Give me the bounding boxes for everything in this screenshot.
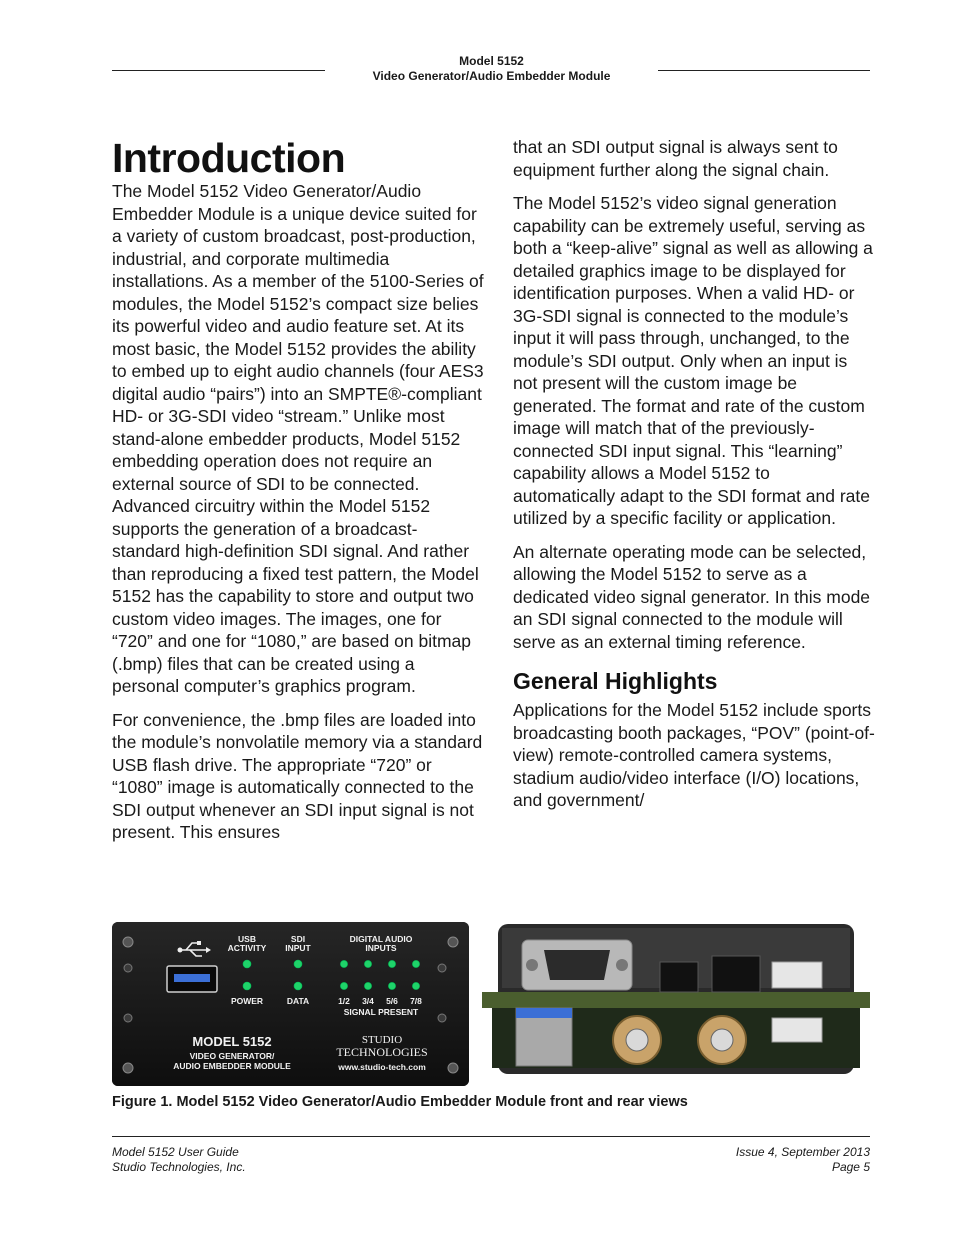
front-url: www.studio-tech.com xyxy=(338,1062,426,1072)
led-audio xyxy=(364,960,371,967)
screw-icon xyxy=(526,959,538,971)
left-column xyxy=(112,136,484,855)
screw-icon xyxy=(123,937,133,947)
led-audio xyxy=(388,982,395,989)
label-usb-activity: USB xyxy=(238,934,256,944)
running-header xyxy=(325,54,658,84)
label-digital-audio-inputs: DIGITAL AUDIO xyxy=(349,934,413,944)
right-column xyxy=(513,136,875,823)
intro-paragraph-1: The Model 5152 Video Generator/Audio Embedder Module is a unique device suited for a variety of custom broadcast, post-production, industrial, and corporate multimedia installations. As a member of the 5100-Series of modules, the Model 5152’s compact size belies its powerful video and audio feature set. At its most basic, the Model 5152 provides the ability to embed up to eight audio channels (four AES3 digital audio “pairs”) into an SMPTE®-compliant HD- or 3G-SDI video “stream.” Unlike most stand-alone embedder products, Model 5152 embedding operation does not require an external source of SDI to be connected. Advanced circuitry within the Model 5152 supports the generation of a broadcast-standard high-definition SDI signal. And rather than reproducing a fixed test pattern, the Model 5152 has the capability to store and output two custom video images. The images, one for “720” and one for “1080,” are based on bitmap (.bmp) files that can be created using a personal computer’s graphics program. xyxy=(112,181,484,696)
label-data: DATA xyxy=(286,996,310,1006)
label-channel-1-2: 1/2 xyxy=(338,996,350,1006)
intro-paragraph-5: An alternate operating mode can be selected, allowing the Model 5152 to serve as a dedicated video signal generator. In this mode an SDI signal connected to the module will serve as an external timing reference. xyxy=(513,541,871,652)
label-sdi-input-2: INPUT xyxy=(285,943,311,953)
highlights-paragraph-1: Applications for the Model 5152 include sports broadcasting booth packages, “POV” (point-of-view) remote-controlled camera systems, stadium audio/video interface (I/O) locations, and government/ xyxy=(513,700,875,810)
header-rule-left xyxy=(112,70,325,71)
label-channel-7-8: 7/8 xyxy=(410,996,422,1006)
screw-icon xyxy=(616,959,628,971)
terminal-header xyxy=(660,962,698,992)
usb-symbol-dot xyxy=(178,948,183,953)
led-audio xyxy=(364,982,371,989)
footer-guide-title: Model 5152 User Guide xyxy=(112,1145,239,1159)
header-rule-right xyxy=(658,70,870,71)
footer-issue: Issue 4, September 2013 xyxy=(735,1145,870,1159)
footer-left xyxy=(112,1145,246,1175)
led-sdi-input xyxy=(294,960,302,968)
usb-port-tongue xyxy=(174,974,210,982)
front-desc-line-2: AUDIO EMBEDDER MODULE xyxy=(173,1061,291,1071)
footer-right xyxy=(736,1145,870,1175)
front-desc-line-1: VIDEO GENERATOR/ xyxy=(189,1051,275,1061)
label-digital-audio-inputs-2: INPUTS xyxy=(365,943,397,953)
screw-icon xyxy=(448,937,458,947)
intro-paragraph-2: For convenience, the .bmp files are loaded into the module’s nonvolatile memory via a standard USB flash drive. The appropriate “720” or “1080” image is automatically connected to the SDI output whenever an SDI input signal is not present. This ensures xyxy=(112,709,483,842)
dip-switch xyxy=(772,962,822,988)
footer-company: Studio Technologies, Inc. xyxy=(112,1160,246,1174)
label-sdi-input: SDI xyxy=(290,934,306,944)
screw-icon xyxy=(124,964,132,972)
led-audio xyxy=(340,982,347,989)
screw-icon xyxy=(438,964,446,972)
brand-logo-line-2: TECHNOLOGIES xyxy=(336,1045,428,1059)
figure-caption: Figure 1. Model 5152 Video Generator/Audio Embedder Module front and rear views xyxy=(112,1094,688,1110)
bnc-center xyxy=(626,1029,648,1051)
subsection-heading: General Highlights xyxy=(513,668,718,694)
header-model: Model 5152 xyxy=(459,54,524,68)
intro-paragraph-3: that an SDI output signal is always sent to equipment further along the signal chain. xyxy=(513,137,838,180)
footer-rule xyxy=(112,1136,870,1137)
led-audio xyxy=(412,960,419,967)
led-audio xyxy=(388,960,395,967)
led-usb-activity xyxy=(243,960,251,968)
label-signal-present: SIGNAL PRESENT xyxy=(343,1007,419,1017)
page-number: Page 5 xyxy=(831,1160,870,1174)
header-subtitle: Video Generator/Audio Embedder Module xyxy=(372,69,611,83)
led-audio xyxy=(412,982,419,989)
rear-view-drawing xyxy=(482,922,870,1086)
dip-switch xyxy=(772,1018,822,1042)
label-channel-3-4: 3/4 xyxy=(362,996,374,1006)
section-title: Introduction xyxy=(112,135,346,181)
front-model-name: MODEL 5152 xyxy=(192,1034,272,1049)
front-panel-drawing xyxy=(112,922,469,1086)
led-audio xyxy=(340,960,347,967)
label-power: POWER xyxy=(230,996,264,1006)
brand-logo-line-1: STUDIO xyxy=(361,1034,403,1046)
pcb-edge xyxy=(482,992,870,1008)
rear-view-photo xyxy=(482,922,870,1086)
sfp-tab xyxy=(516,1008,572,1018)
screw-icon xyxy=(448,1063,458,1073)
led-data xyxy=(294,982,302,990)
bnc-center xyxy=(711,1029,733,1051)
screw-icon xyxy=(124,1014,132,1022)
usb-symbol-square xyxy=(197,941,201,945)
label-usb-activity-2: ACTIVITY xyxy=(227,943,267,953)
front-panel-photo xyxy=(112,922,469,1086)
led-power xyxy=(243,982,251,990)
db9-connector xyxy=(544,950,610,980)
intro-paragraph-4: The Model 5152’s video signal generation capability can be extremely useful, serving as both a “keep-alive” signal as well as allowing a detailed graphics image to be displayed for identification purposes. When a valid HD- or 3G-SDI signal is connected to the module’s input it will pass through, unchanged, to the module’s SDI output. Only when an input is not present will the custom image be generated. The format and rate of the custom image will match that of the previously-connected SDI input signal. This “learning” capability allows a Model 5152 to automatically adapt to the SDI format and rate utilized by a specific facility or application. xyxy=(513,193,873,528)
label-channel-5-6: 5/6 xyxy=(386,996,398,1006)
terminal-header xyxy=(712,956,760,992)
screw-icon xyxy=(123,1063,133,1073)
screw-icon xyxy=(438,1014,446,1022)
